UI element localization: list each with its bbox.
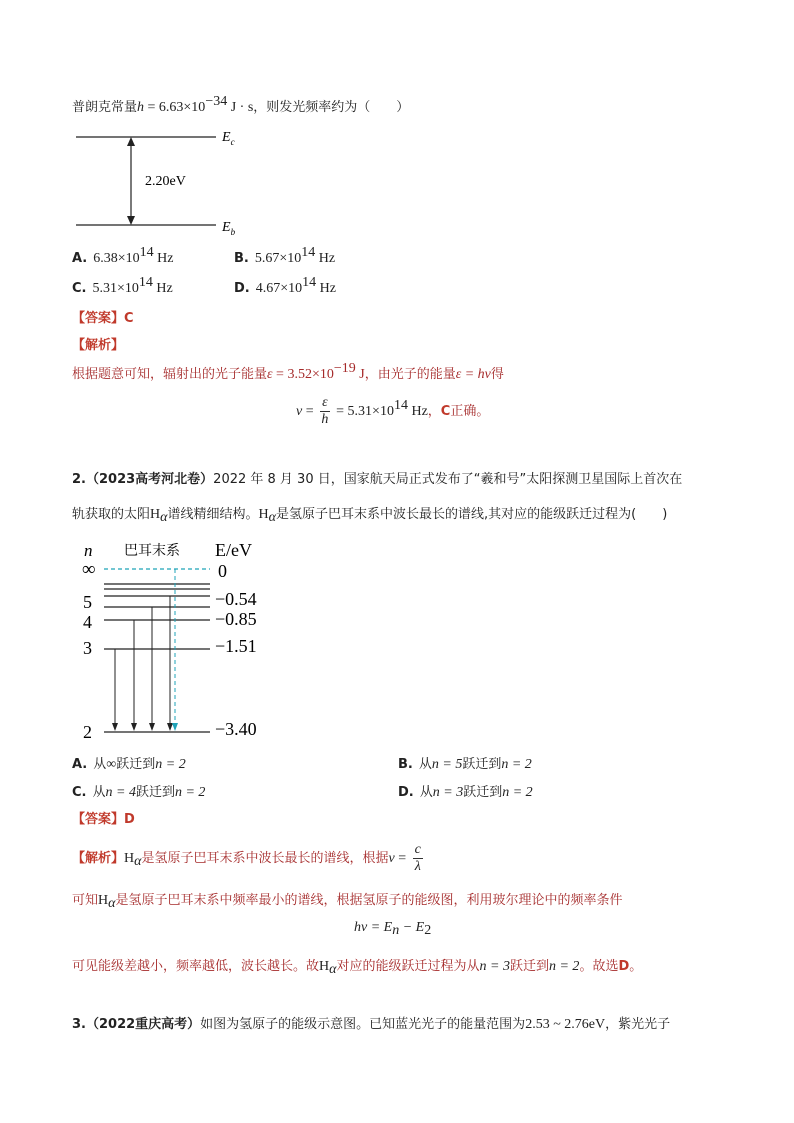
arrow-head-down xyxy=(127,216,135,225)
gap-label: 2.20eV xyxy=(145,174,186,189)
n-4-label: 4 xyxy=(83,612,92,632)
arrow-head-up xyxy=(127,137,135,146)
col-n-label: n xyxy=(84,541,93,560)
fraction: $\frac{c}{\lambda}$ xyxy=(414,842,421,874)
q1-frequency-formula: ν = $\frac{\varepsilon}{h}$ = $5.31\times 10^{14}$ Hz，C正确。 xyxy=(296,395,490,427)
q2-frequency-condition: $h\nu = E_n - E_2$ xyxy=(354,920,432,938)
n-3-label: 3 xyxy=(83,638,92,658)
q1-option-d[interactable]: D. $4.67\times 10^{14}$ Hz xyxy=(234,275,336,296)
q2-stem-line1: 2.（2023高考河北卷）2022 年 8 月 30 日，国家航天局正式发布了“羲和号”太阳探测卫星国际上首次在 xyxy=(72,472,683,487)
e-5-value: −0.54 xyxy=(215,589,257,609)
q2-analysis-line2: 可知$H_\alpha$是氢原子巴耳末系中频率最小的谱线，根据氢原子的能级图，利用玻尔理论中的频率条件 xyxy=(72,893,623,911)
arrow-head xyxy=(112,723,118,731)
fraction: $\frac{\varepsilon}{h}$ xyxy=(321,395,329,427)
q2-option-c[interactable]: C. 从n = 4跃迁到n = 2 xyxy=(72,785,206,800)
lower-level-label: $E_b$ xyxy=(222,220,236,237)
upper-level-label: $E_c$ xyxy=(222,130,235,147)
q1-option-b[interactable]: B. $5.67\times 10^{14}$ Hz xyxy=(234,245,336,266)
q2-analysis-line4: 可见能级差越小，频率越低，波长越长。故$H_\alpha$对应的能级跃迁过程为从n = 3跃迁到n = 2。故选D。 xyxy=(72,959,643,977)
arrow-head xyxy=(131,723,137,731)
n-5-label: 5 xyxy=(83,592,92,612)
q3-stem-line1: 3.（2022重庆高考）如图为氢原子的能级示意图。已知蓝光光子的能量范围为2.53 ~ 2.76eV，紫光光子 xyxy=(72,1017,671,1032)
q1-answer: 【答案】C xyxy=(72,311,134,326)
balmer-energy-diagram xyxy=(72,536,282,746)
e-inf-value: 0 xyxy=(218,561,227,581)
q1-analysis-label: 【解析】 xyxy=(72,338,125,353)
col-e-label: E/eV xyxy=(215,540,252,560)
q1-option-a[interactable]: A. $6.38\times 10^{14}$ Hz xyxy=(72,245,174,266)
e-4-value: −0.85 xyxy=(215,609,257,629)
intro-line: 普朗克常量$h = 6.63\times 10^{-34}$ J · s，则发光频率约为（ ） xyxy=(72,94,410,115)
energy-gap-diagram xyxy=(70,122,250,242)
arrow-head xyxy=(172,723,178,731)
q2-stem-line2: 轨获取的太阳$H_\alpha$谱线精细结构。$H_\alpha$是氢原子巴耳末系中波长最长的谱线,其对应的能级跃迁过程为( ) xyxy=(72,507,668,525)
arrow-head xyxy=(149,723,155,731)
q1-analysis-line1: 根据题意可知，辐射出的光子能量$\varepsilon = 3.52\times 10^{-19}$ J，由光子的能量ε = hν得 xyxy=(72,361,504,382)
col-series-label: 巴耳末系 xyxy=(124,543,180,559)
n-2-label: 2 xyxy=(83,722,92,742)
q2-option-d[interactable]: D. 从n = 3跃迁到n = 2 xyxy=(398,785,533,800)
n-inf-label: ∞ xyxy=(82,559,96,580)
e-3-value: −1.51 xyxy=(215,636,257,656)
q1-option-c[interactable]: C. $5.31\times 10^{14}$ Hz xyxy=(72,275,173,296)
q2-option-b[interactable]: B. 从n = 5跃迁到n = 2 xyxy=(398,757,532,772)
arrow-head xyxy=(167,723,173,731)
q2-answer: 【答案】D xyxy=(72,812,135,827)
q2-analysis-line1: 【解析】$H_\alpha$是氢原子巴耳末系中波长最长的谱线，根据ν = $\frac{c}{\lambda}$ xyxy=(72,842,421,874)
e-2-value: −3.40 xyxy=(215,719,257,739)
q2-option-a[interactable]: A. 从∞跃迁到n = 2 xyxy=(72,757,186,772)
